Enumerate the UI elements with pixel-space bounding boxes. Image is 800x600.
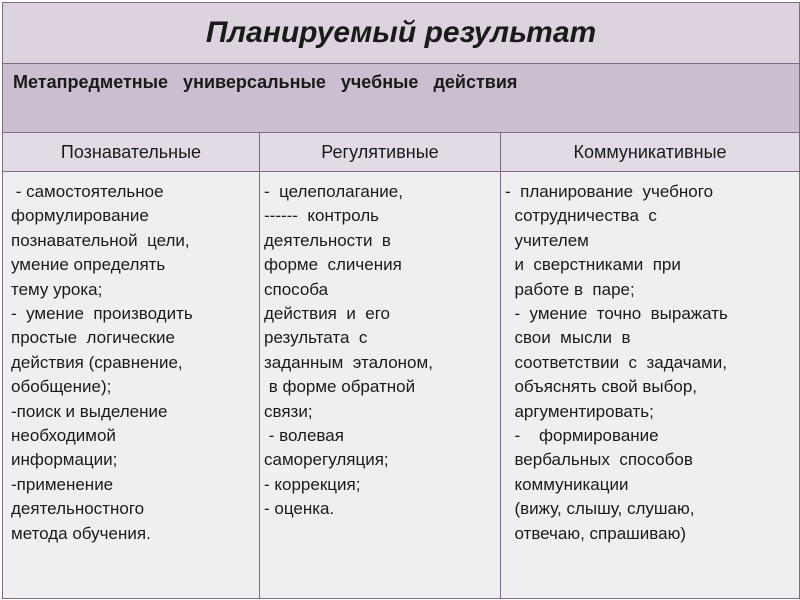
cell-line: заданным эталоном,	[264, 352, 433, 372]
cell-line: связи;	[264, 401, 313, 421]
table-title: Планируемый результат	[3, 3, 800, 64]
cell-line: сотрудничества с	[505, 206, 657, 226]
cell-line: в форме обратной	[264, 377, 416, 397]
cell-line: саморегуляция;	[264, 450, 389, 470]
cell-line: аргументировать;	[505, 401, 654, 421]
cell-line: соответствии с задачами,	[505, 352, 727, 372]
cell-line: -поиск и выделение	[11, 401, 168, 421]
cell-line: тему урока;	[11, 279, 103, 299]
header-cognitive: Познавательные	[3, 133, 260, 172]
cell-line: действия и его	[264, 304, 391, 324]
cell-line: - волевая	[264, 426, 344, 446]
cell-line: свои мысли в	[505, 328, 631, 348]
cell-line: формулирование	[11, 206, 149, 226]
cell-line: -применение	[11, 474, 114, 494]
cell-line: ------ контроль	[264, 206, 379, 226]
cell-line: - формирование	[505, 426, 659, 446]
cell-line: работе в паре;	[505, 279, 635, 299]
table-subtitle: Метапредметные универсальные учебные действия	[3, 64, 800, 133]
cell-line: коммуникации	[505, 474, 629, 494]
cell-line: простые логические	[11, 328, 175, 348]
cell-line: умение определять	[11, 255, 166, 275]
cell-line: форме сличения	[264, 255, 402, 275]
cell-line: действия (сравнение,	[11, 352, 183, 372]
results-table	[2, 2, 800, 599]
cell-line: метода обучения.	[11, 523, 151, 543]
cell-cognitive	[3, 172, 260, 599]
header-regulatory: Регулятивные	[260, 133, 501, 172]
cell-line: необходимой	[11, 426, 116, 446]
cell-line: познавательной цели,	[11, 230, 190, 250]
cell-communicative	[501, 172, 800, 599]
cell-line: деятельностного	[11, 499, 145, 519]
cell-line: деятельности в	[264, 230, 391, 250]
header-communicative: Коммуникативные	[501, 133, 800, 172]
cell-line: результата с	[264, 328, 368, 348]
cell-line: - коррекция;	[264, 474, 361, 494]
cell-line: объяснять свой выбор,	[505, 377, 697, 397]
cell-line: - целеполагание,	[264, 182, 403, 201]
cell-line: (вижу, слышу, слушаю,	[505, 499, 695, 519]
cell-line: обобщение);	[11, 377, 112, 397]
cell-line: вербальных способов	[505, 450, 693, 470]
cell-line: и сверстниками при	[505, 255, 681, 275]
cell-line: - умение производить	[11, 304, 193, 324]
cell-line: отвечаю, спрашиваю)	[505, 523, 687, 543]
cell-line: - самостоятельное	[11, 182, 164, 201]
cell-line: - планирование учебного	[505, 182, 714, 201]
cell-line: информации;	[11, 450, 118, 470]
cell-line: способа	[264, 279, 329, 299]
cell-line: - умение точно выражать	[505, 304, 728, 324]
cell-regulatory	[260, 172, 501, 599]
cell-line: учителем	[505, 230, 589, 250]
cell-line: - оценка.	[264, 499, 335, 519]
